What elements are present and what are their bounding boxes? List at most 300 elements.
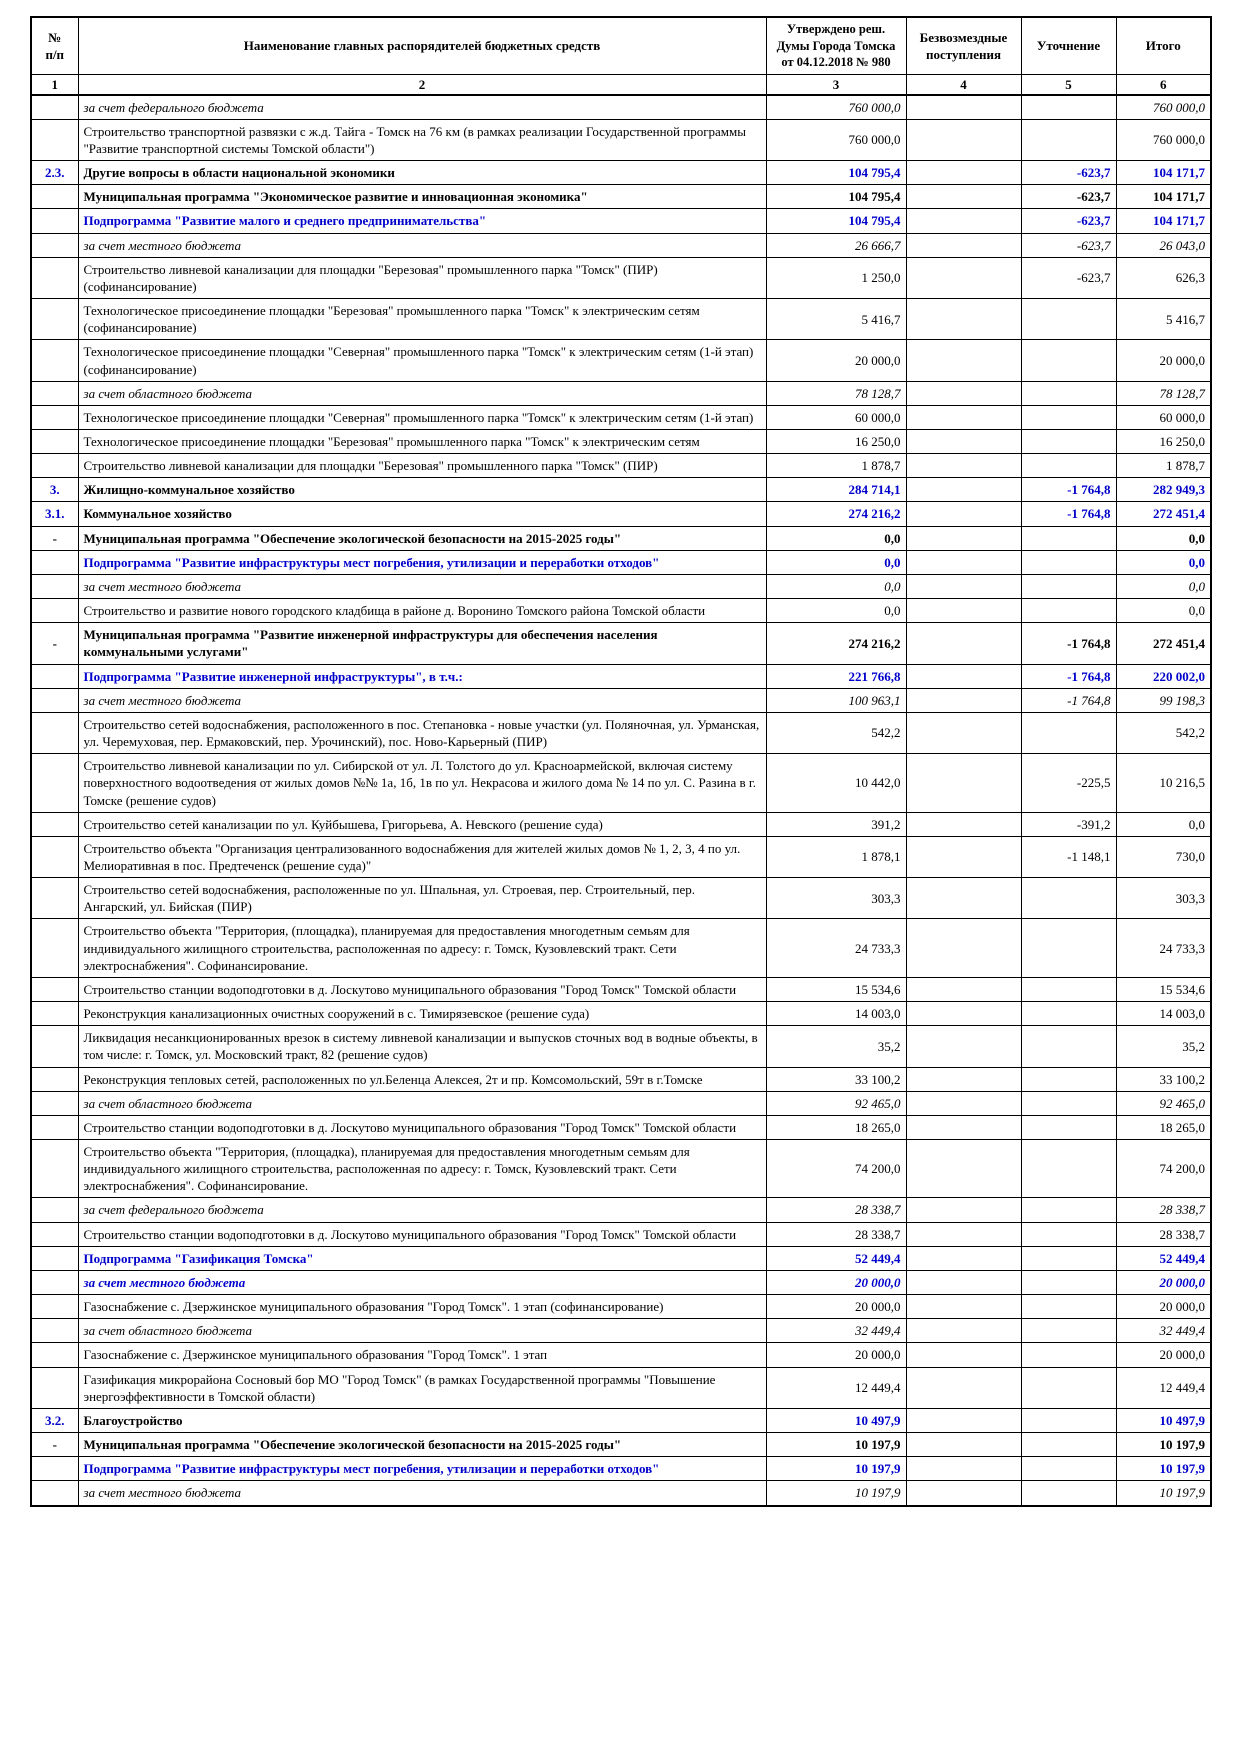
row-name-cell: Технологическое присоединение площадки "Березовая" промышленного парка "Томск" к электрическим сетям (софинансирование) [78, 299, 766, 340]
total-cell: 24 733,3 [1116, 919, 1211, 977]
total-cell: 35,2 [1116, 1026, 1211, 1067]
row-number-cell [31, 209, 78, 233]
row-number-cell [31, 430, 78, 454]
row-number-cell [31, 1246, 78, 1270]
adjustment-cell [1021, 405, 1116, 429]
total-cell: 0,0 [1116, 812, 1211, 836]
row-name-cell: за счет областного бюджета [78, 381, 766, 405]
row-number-cell [31, 1343, 78, 1367]
budget-table [30, 16, 1212, 1507]
row-number-cell [31, 1367, 78, 1408]
approved-cell: 28 338,7 [766, 1198, 906, 1222]
row-number-cell [31, 381, 78, 405]
row-number-cell [31, 454, 78, 478]
row-number-cell: - [31, 623, 78, 664]
row-name-cell: Газоснабжение с. Дзержинское муниципального образования "Город Томск". 1 этап (софинансирование) [78, 1295, 766, 1319]
row-name-cell: Строительство и развитие нового городского кладбища в районе д. Воронино Томского района Томской области [78, 599, 766, 623]
total-cell: 12 449,4 [1116, 1367, 1211, 1408]
gratuitous-cell [906, 405, 1021, 429]
gratuitous-cell [906, 1067, 1021, 1091]
total-cell: 16 250,0 [1116, 430, 1211, 454]
row-name-cell: Подпрограмма "Развитие малого и среднего предпринимательства" [78, 209, 766, 233]
row-number-cell [31, 550, 78, 574]
column-number-5: 5 [1021, 74, 1116, 95]
gratuitous-cell [906, 550, 1021, 574]
total-cell: 10 197,9 [1116, 1457, 1211, 1481]
row-number-cell: 2.3. [31, 161, 78, 185]
row-number-cell [31, 257, 78, 298]
approved-cell: 12 449,4 [766, 1367, 906, 1408]
row-name-cell: Строительство сетей водоснабжения, расположенные по ул. Шпальная, ул. Строевая, пер. Строительный, пер. Ангарский, ул. Бийская (ПИР) [78, 878, 766, 919]
total-cell: 28 338,7 [1116, 1198, 1211, 1222]
row-number-cell [31, 1222, 78, 1246]
column-number-2: 2 [78, 74, 766, 95]
row-name-cell: Ликвидация несанкционированных врезок в систему ливневой канализации и выпусков сточных вод в водные объекты, в том числе: г. Томск, ул. Московский тракт, 82 (решение судов) [78, 1026, 766, 1067]
approved-cell: 303,3 [766, 878, 906, 919]
table-row [31, 1343, 1211, 1367]
approved-cell: 33 100,2 [766, 1067, 906, 1091]
table-row [31, 1091, 1211, 1115]
table-row [31, 1198, 1211, 1222]
row-name-cell: за счет областного бюджета [78, 1091, 766, 1115]
total-cell: 20 000,0 [1116, 340, 1211, 381]
total-cell: 730,0 [1116, 836, 1211, 877]
total-cell: 99 198,3 [1116, 688, 1211, 712]
gratuitous-cell [906, 1002, 1021, 1026]
row-number-cell [31, 1115, 78, 1139]
adjustment-cell [1021, 1140, 1116, 1198]
gratuitous-cell [906, 1481, 1021, 1506]
row-name-cell: Коммунальное хозяйство [78, 502, 766, 526]
row-name-cell: Строительство ливневой канализации для площадки "Березовая" промышленного парка "Томск" (ПИР) [78, 454, 766, 478]
gratuitous-cell [906, 754, 1021, 812]
row-number-cell [31, 1002, 78, 1026]
gratuitous-cell [906, 1433, 1021, 1457]
approved-cell: 15 534,6 [766, 977, 906, 1001]
table-row [31, 1115, 1211, 1139]
row-name-cell: Газификация микрорайона Сосновый бор МО "Город Томск" (в рамках Государственной программы "Повышение энергоэффективности в Томской области) [78, 1367, 766, 1408]
table-row [31, 478, 1211, 502]
table-row [31, 233, 1211, 257]
total-cell: 0,0 [1116, 574, 1211, 598]
total-cell: 220 002,0 [1116, 664, 1211, 688]
row-name-cell: Реконструкция тепловых сетей, расположенных по ул.Беленца Алексея, 2т и пр. Комсомольский, 59т в г.Томске [78, 1067, 766, 1091]
approved-cell: 104 795,4 [766, 161, 906, 185]
gratuitous-cell [906, 1367, 1021, 1408]
row-name-cell: за счет федерального бюджета [78, 95, 766, 120]
total-cell: 282 949,3 [1116, 478, 1211, 502]
total-cell: 0,0 [1116, 526, 1211, 550]
adjustment-cell: -1 764,8 [1021, 688, 1116, 712]
adjustment-cell: -623,7 [1021, 257, 1116, 298]
gratuitous-cell [906, 812, 1021, 836]
gratuitous-cell [906, 1140, 1021, 1198]
gratuitous-cell [906, 478, 1021, 502]
gratuitous-cell [906, 185, 1021, 209]
gratuitous-cell [906, 712, 1021, 753]
gratuitous-cell [906, 688, 1021, 712]
row-name-cell: Строительство ливневой канализации для площадки "Березовая" промышленного парка "Томск" (ПИР) (софинансирование) [78, 257, 766, 298]
table-row [31, 550, 1211, 574]
row-name-cell: Строительство объекта "Территория, (площадка), планируемая для предоставления многодетным семьям для индивидуального жилищного строительства, расположенная по адресу: г. Томск, Кузовлевский тракт. Сети электроснабжения". Софинансирование. [78, 1140, 766, 1198]
adjustment-cell: -1 148,1 [1021, 836, 1116, 877]
total-cell: 626,3 [1116, 257, 1211, 298]
gratuitous-cell [906, 1026, 1021, 1067]
gratuitous-cell [906, 1222, 1021, 1246]
adjustment-cell [1021, 95, 1116, 120]
row-number-cell [31, 919, 78, 977]
adjustment-cell [1021, 1198, 1116, 1222]
row-name-cell: за счет местного бюджета [78, 233, 766, 257]
row-name-cell: за счет местного бюджета [78, 574, 766, 598]
gratuitous-cell [906, 1115, 1021, 1139]
gratuitous-cell [906, 878, 1021, 919]
total-cell: 760 000,0 [1116, 119, 1211, 160]
row-number-cell: 3.1. [31, 502, 78, 526]
header-row-number-line2: п/п [45, 46, 65, 62]
gratuitous-cell [906, 1343, 1021, 1367]
adjustment-cell [1021, 1481, 1116, 1506]
table-row [31, 454, 1211, 478]
total-cell: 303,3 [1116, 878, 1211, 919]
header-row-number-line1: № [48, 29, 62, 45]
row-number-cell [31, 299, 78, 340]
total-cell: 20 000,0 [1116, 1295, 1211, 1319]
approved-cell: 274 216,2 [766, 623, 906, 664]
column-number-3: 3 [766, 74, 906, 95]
adjustment-cell [1021, 919, 1116, 977]
table-row [31, 836, 1211, 877]
adjustment-cell [1021, 1091, 1116, 1115]
row-name-cell: Реконструкция канализационных очистных сооружений в с. Тимирязевское (решение суда) [78, 1002, 766, 1026]
row-name-cell: Муниципальная программа "Экономическое развитие и инновационная экономика" [78, 185, 766, 209]
adjustment-cell: -225,5 [1021, 754, 1116, 812]
approved-cell: 542,2 [766, 712, 906, 753]
table-row [31, 1002, 1211, 1026]
row-number-cell [31, 754, 78, 812]
table-row [31, 299, 1211, 340]
total-cell: 542,2 [1116, 712, 1211, 753]
adjustment-cell [1021, 119, 1116, 160]
gratuitous-cell [906, 1270, 1021, 1294]
row-number-cell [31, 1457, 78, 1481]
approved-cell: 14 003,0 [766, 1002, 906, 1026]
column-number-4: 4 [906, 74, 1021, 95]
approved-cell: 60 000,0 [766, 405, 906, 429]
row-number-cell [31, 812, 78, 836]
table-row [31, 977, 1211, 1001]
row-name-cell: за счет местного бюджета [78, 1270, 766, 1294]
approved-cell: 221 766,8 [766, 664, 906, 688]
total-cell: 52 449,4 [1116, 1246, 1211, 1270]
adjustment-cell: -623,7 [1021, 233, 1116, 257]
total-cell: 14 003,0 [1116, 1002, 1211, 1026]
row-number-cell [31, 233, 78, 257]
row-name-cell: Строительство объекта "Территория, (площадка), планируемая для предоставления многодетным семьям для индивидуального жилищного строительства, расположенная по адресу: г. Томск, Кузовлевский тракт. Сети электроснабжения". Софинансирование. [78, 919, 766, 977]
row-name-cell: Подпрограмма "Развитие инфраструктуры мест погребения, утилизации и переработки отходов" [78, 1457, 766, 1481]
row-number-cell [31, 836, 78, 877]
total-cell: 32 449,4 [1116, 1319, 1211, 1343]
table-row [31, 161, 1211, 185]
table-row [31, 119, 1211, 160]
row-name-cell: за счет местного бюджета [78, 688, 766, 712]
adjustment-cell [1021, 1433, 1116, 1457]
gratuitous-cell [906, 209, 1021, 233]
total-cell: 104 171,7 [1116, 161, 1211, 185]
approved-cell: 0,0 [766, 526, 906, 550]
table-row [31, 712, 1211, 753]
approved-cell: 78 128,7 [766, 381, 906, 405]
row-name-cell: Подпрограмма "Газификация Томска" [78, 1246, 766, 1270]
header-name: Наименование главных распорядителей бюджетных средств [78, 17, 766, 74]
row-number-cell [31, 574, 78, 598]
gratuitous-cell [906, 1246, 1021, 1270]
table-row [31, 340, 1211, 381]
row-number-cell [31, 1026, 78, 1067]
approved-cell: 1 250,0 [766, 257, 906, 298]
table-row [31, 1067, 1211, 1091]
approved-cell: 10 197,9 [766, 1481, 906, 1506]
total-cell: 1 878,7 [1116, 454, 1211, 478]
table-row [31, 1140, 1211, 1198]
adjustment-cell [1021, 1270, 1116, 1294]
approved-cell: 104 795,4 [766, 185, 906, 209]
gratuitous-cell [906, 1457, 1021, 1481]
table-row [31, 754, 1211, 812]
column-numbers-row [31, 74, 1211, 95]
row-number-cell: - [31, 526, 78, 550]
total-cell: 10 197,9 [1116, 1481, 1211, 1506]
table-row [31, 1246, 1211, 1270]
approved-cell: 100 963,1 [766, 688, 906, 712]
table-row [31, 381, 1211, 405]
adjustment-cell [1021, 599, 1116, 623]
row-number-cell: 3.2. [31, 1408, 78, 1432]
table-row [31, 1270, 1211, 1294]
gratuitous-cell [906, 1408, 1021, 1432]
table-row [31, 1481, 1211, 1506]
row-number-cell [31, 95, 78, 120]
table-row [31, 599, 1211, 623]
approved-cell: 10 497,9 [766, 1408, 906, 1432]
row-name-cell: Газоснабжение с. Дзержинское муниципального образования "Город Томск". 1 этап [78, 1343, 766, 1367]
table-row [31, 185, 1211, 209]
total-cell: 33 100,2 [1116, 1067, 1211, 1091]
table-row [31, 1222, 1211, 1246]
table-row [31, 812, 1211, 836]
approved-cell: 28 338,7 [766, 1222, 906, 1246]
header-row-number [31, 17, 78, 74]
gratuitous-cell [906, 1319, 1021, 1343]
total-cell: 20 000,0 [1116, 1270, 1211, 1294]
table-body [31, 95, 1211, 1506]
total-cell: 104 171,7 [1116, 209, 1211, 233]
approved-cell: 35,2 [766, 1026, 906, 1067]
row-name-cell: Муниципальная программа "Обеспечение экологической безопасности на 2015-2025 годы" [78, 1433, 766, 1457]
row-number-cell [31, 1270, 78, 1294]
row-name-cell: Технологическое присоединение площадки "Северная" промышленного парка "Томск" к электрическим сетям (1-й этап) [78, 405, 766, 429]
total-cell: 0,0 [1116, 550, 1211, 574]
adjustment-cell [1021, 977, 1116, 1001]
adjustment-cell: -1 764,8 [1021, 502, 1116, 526]
row-number-cell [31, 1295, 78, 1319]
approved-cell: 52 449,4 [766, 1246, 906, 1270]
header-total: Итого [1116, 17, 1211, 74]
row-number-cell: 3. [31, 478, 78, 502]
gratuitous-cell [906, 340, 1021, 381]
gratuitous-cell [906, 161, 1021, 185]
total-cell: 15 534,6 [1116, 977, 1211, 1001]
row-number-cell [31, 977, 78, 1001]
approved-cell: 104 795,4 [766, 209, 906, 233]
table-row [31, 1433, 1211, 1457]
table-row [31, 1319, 1211, 1343]
row-name-cell: Подпрограмма "Развитие инфраструктуры мест погребения, утилизации и переработки отходов" [78, 550, 766, 574]
adjustment-cell [1021, 1343, 1116, 1367]
adjustment-cell [1021, 712, 1116, 753]
row-name-cell: Строительство ливневой канализации по ул. Сибирской от ул. Л. Толстого до ул. Красноармейской, включая систему поверхностного водоотведения от жилых домов №№ 1а, 1б, 1в по ул. Некрасова и жилого дома № 14 по ул. С. Разина в г. Томске (решение судов) [78, 754, 766, 812]
gratuitous-cell [906, 1295, 1021, 1319]
adjustment-cell: -391,2 [1021, 812, 1116, 836]
approved-cell: 20 000,0 [766, 1270, 906, 1294]
total-cell: 272 451,4 [1116, 623, 1211, 664]
total-cell: 78 128,7 [1116, 381, 1211, 405]
row-name-cell: Строительство станции водоподготовки в д. Лоскутово муниципального образования "Город Томск" Томской области [78, 977, 766, 1001]
adjustment-cell [1021, 454, 1116, 478]
gratuitous-cell [906, 836, 1021, 877]
adjustment-cell: -1 764,8 [1021, 478, 1116, 502]
adjustment-cell [1021, 1246, 1116, 1270]
row-name-cell: Строительство транспортной развязки с ж.д. Тайга - Томск на 76 км (в рамках реализации Государственной программы "Развитие транспортной системы Томской области") [78, 119, 766, 160]
adjustment-cell [1021, 574, 1116, 598]
row-name-cell: Муниципальная программа "Развитие инженерной инфраструктуры для обеспечения населения коммунальными услугами" [78, 623, 766, 664]
adjustment-cell [1021, 1295, 1116, 1319]
approved-cell: 20 000,0 [766, 1343, 906, 1367]
header-approved: Утверждено реш. Думы Города Томска от 04.12.2018 № 980 [766, 17, 906, 74]
row-name-cell: Строительство станции водоподготовки в д. Лоскутово муниципального образования "Город Томск" Томской области [78, 1222, 766, 1246]
adjustment-cell [1021, 526, 1116, 550]
approved-cell: 10 442,0 [766, 754, 906, 812]
table-row [31, 405, 1211, 429]
approved-cell: 10 197,9 [766, 1457, 906, 1481]
approved-cell: 1 878,1 [766, 836, 906, 877]
column-number-6: 6 [1116, 74, 1211, 95]
adjustment-cell [1021, 550, 1116, 574]
row-number-cell [31, 599, 78, 623]
adjustment-cell [1021, 878, 1116, 919]
table-row [31, 430, 1211, 454]
adjustment-cell: -1 764,8 [1021, 664, 1116, 688]
row-number-cell [31, 1067, 78, 1091]
approved-cell: 274 216,2 [766, 502, 906, 526]
row-name-cell: Технологическое присоединение площадки "Березовая" промышленного парка "Томск" к электрическим сетям [78, 430, 766, 454]
row-number-cell [31, 119, 78, 160]
column-number-1: 1 [31, 74, 78, 95]
table-row [31, 623, 1211, 664]
row-number-cell [31, 405, 78, 429]
total-cell: 0,0 [1116, 599, 1211, 623]
table-row [31, 1408, 1211, 1432]
approved-cell: 5 416,7 [766, 299, 906, 340]
row-number-cell [31, 1198, 78, 1222]
total-cell: 74 200,0 [1116, 1140, 1211, 1198]
gratuitous-cell [906, 1091, 1021, 1115]
adjustment-cell [1021, 1115, 1116, 1139]
header-adjustment: Уточнение [1021, 17, 1116, 74]
approved-cell: 0,0 [766, 599, 906, 623]
adjustment-cell: -623,7 [1021, 161, 1116, 185]
table-row [31, 878, 1211, 919]
total-cell: 5 416,7 [1116, 299, 1211, 340]
row-number-cell [31, 1481, 78, 1506]
table-row [31, 209, 1211, 233]
adjustment-cell [1021, 1408, 1116, 1432]
gratuitous-cell [906, 574, 1021, 598]
approved-cell: 18 265,0 [766, 1115, 906, 1139]
row-number-cell [31, 664, 78, 688]
table-row [31, 664, 1211, 688]
total-cell: 10 197,9 [1116, 1433, 1211, 1457]
approved-cell: 74 200,0 [766, 1140, 906, 1198]
row-number-cell [31, 1091, 78, 1115]
table-row [31, 526, 1211, 550]
row-number-cell [31, 688, 78, 712]
row-name-cell: Строительство станции водоподготовки в д. Лоскутово муниципального образования "Город Томск" Томской области [78, 1115, 766, 1139]
row-number-cell [31, 185, 78, 209]
approved-cell: 760 000,0 [766, 95, 906, 120]
gratuitous-cell [906, 95, 1021, 120]
row-number-cell [31, 340, 78, 381]
row-number-cell [31, 878, 78, 919]
approved-cell: 26 666,7 [766, 233, 906, 257]
table-row [31, 1026, 1211, 1067]
row-name-cell: Строительство объекта "Организация централизованного водоснабжения для жителей жилых домов № 1, 2, 3, 4 по ул. Мелиоративная в пос. Предтеченск (решение суда)" [78, 836, 766, 877]
table-row [31, 574, 1211, 598]
adjustment-cell: -623,7 [1021, 209, 1116, 233]
gratuitous-cell [906, 430, 1021, 454]
table-row [31, 257, 1211, 298]
approved-cell: 20 000,0 [766, 1295, 906, 1319]
row-number-cell [31, 1140, 78, 1198]
total-cell: 20 000,0 [1116, 1343, 1211, 1367]
total-cell: 18 265,0 [1116, 1115, 1211, 1139]
gratuitous-cell [906, 381, 1021, 405]
table-row [31, 502, 1211, 526]
row-name-cell: Жилищно-коммунальное хозяйство [78, 478, 766, 502]
row-name-cell: Благоустройство [78, 1408, 766, 1432]
adjustment-cell [1021, 1457, 1116, 1481]
table-row [31, 919, 1211, 977]
approved-cell: 24 733,3 [766, 919, 906, 977]
table-row [31, 1457, 1211, 1481]
row-name-cell: Подпрограмма "Развитие инженерной инфраструктуры", в т.ч.: [78, 664, 766, 688]
row-name-cell: Другие вопросы в области национальной экономики [78, 161, 766, 185]
table-row [31, 1367, 1211, 1408]
gratuitous-cell [906, 664, 1021, 688]
row-name-cell: за счет областного бюджета [78, 1319, 766, 1343]
approved-cell: 760 000,0 [766, 119, 906, 160]
adjustment-cell [1021, 1002, 1116, 1026]
approved-cell: 0,0 [766, 550, 906, 574]
gratuitous-cell [906, 599, 1021, 623]
adjustment-cell [1021, 340, 1116, 381]
gratuitous-cell [906, 526, 1021, 550]
total-cell: 92 465,0 [1116, 1091, 1211, 1115]
adjustment-cell [1021, 1319, 1116, 1343]
approved-cell: 391,2 [766, 812, 906, 836]
adjustment-cell [1021, 430, 1116, 454]
adjustment-cell [1021, 1222, 1116, 1246]
